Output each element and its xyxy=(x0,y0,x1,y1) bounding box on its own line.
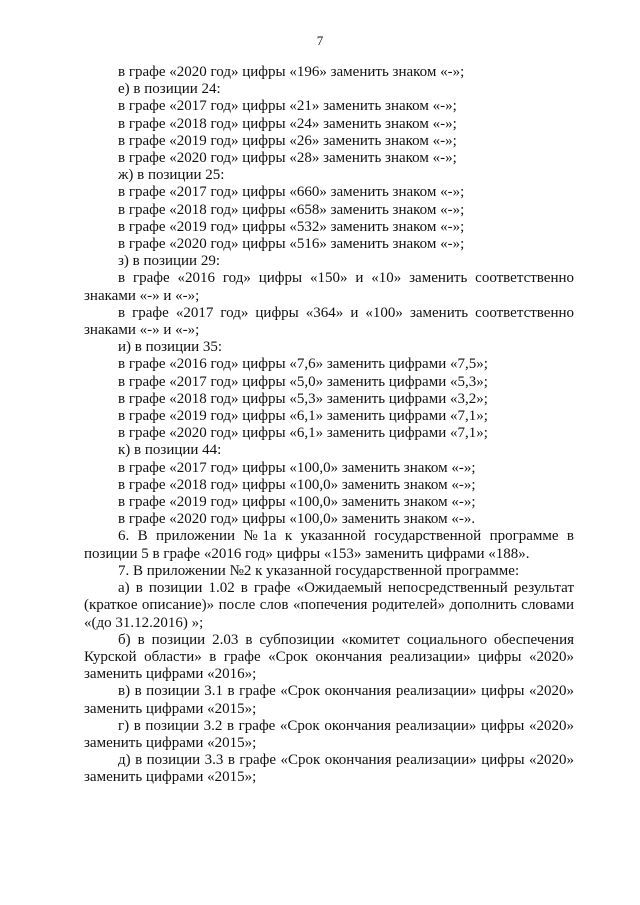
text-line: ж) в позиции 25: xyxy=(118,167,225,184)
paragraph: в графе «2016 год» цифры «150» и «10» заменить соответственно знаками «-» и «-»; xyxy=(84,270,574,304)
text-line: в графе «2018 год» цифры «100,0» заменить знаком «-»; xyxy=(118,476,476,493)
text-line: в графе «2020 год» цифры «6,1» заменить цифрами «7,1»; xyxy=(118,425,488,442)
text-line: в графе «2016 год» цифры «7,6» заменить цифрами «7,5»; xyxy=(118,356,488,373)
text-line: в графе «2019 год» цифры «6,1» заменить цифрами «7,1»; xyxy=(118,408,488,425)
paragraph: а) в позиции 1.02 в графе «Ожидаемый непосредственный результат (краткое описание)» после слов «попечения родителей» дополнить словами «(до 31.12.2016) »; xyxy=(84,580,574,631)
paragraph: в) в позиции 3.1 в графе «Срок окончания реализации» цифры «2020» заменить цифрами «2015»; xyxy=(84,683,574,717)
document-body xyxy=(84,64,574,787)
text-line: в графе «2020 год» цифры «28» заменить знаком «-»; xyxy=(118,150,457,167)
text-line: в графе «2020 год» цифры «100,0» заменить знаком «-». xyxy=(118,511,476,528)
text-line: з) в позиции 29: xyxy=(118,253,220,270)
text-line: и) в позиции 35: xyxy=(118,339,223,356)
page-number: 7 xyxy=(316,33,324,48)
text-line: к) в позиции 44: xyxy=(118,442,222,459)
text-line: в графе «2020 год» цифры «516» заменить знаком «-»; xyxy=(118,236,465,253)
text-line: в графе «2017 год» цифры «660» заменить знаком «-»; xyxy=(118,184,465,201)
text-line: в графе «2020 год» цифры «196» заменить знаком «-»; xyxy=(118,64,465,80)
paragraph: 6. В приложении №1а к указанной государственной программе в позиции 5 в графе «2016 год» цифры «153» заменить цифрами «188». xyxy=(84,528,574,562)
text-line: в графе «2018 год» цифры «658» заменить знаком «-»; xyxy=(118,201,465,218)
paragraph: г) в позиции 3.2 в графе «Срок окончания реализации» цифры «2020» заменить цифрами «2015»; xyxy=(84,717,574,751)
text-line: в графе «2017 год» цифры «21» заменить знаком «-»; xyxy=(118,98,457,115)
text-line: в графе «2017 год» цифры «5,0» заменить цифрами «5,3»; xyxy=(118,373,488,390)
paragraph: д) в позиции 3.3 в графе «Срок окончания реализации» цифры «2020» заменить цифрами «2015»; xyxy=(84,752,574,786)
text-line: в графе «2018 год» цифры «24» заменить знаком «-»; xyxy=(118,115,457,132)
text-line: в графе «2019 год» цифры «532» заменить знаком «-»; xyxy=(118,218,465,235)
text-line: в графе «2017 год» цифры «100,0» заменить знаком «-»; xyxy=(118,459,476,476)
paragraph: в графе «2017 год» цифры «364» и «100» заменить соответственно знаками «-» и «-»; xyxy=(84,304,574,339)
paragraph: б) в позиции 2.03 в субпозиции «комитет социального обеспечения Курской области» в графе «Срок окончания реализации» цифры «2020» заменить цифрами «2016»; xyxy=(84,631,574,683)
text-line: в графе «2018 год» цифры «5,3» заменить цифрами «3,2»; xyxy=(118,390,488,407)
text-line: в графе «2019 год» цифры «26» заменить знаком «-»; xyxy=(118,132,457,149)
text-line: в графе «2019 год» цифры «100,0» заменить знаком «-»; xyxy=(118,494,476,511)
paragraph: 7. В приложении №2 к указанной государственной программе: xyxy=(118,562,520,579)
text-line: е) в позиции 24: xyxy=(118,81,221,98)
